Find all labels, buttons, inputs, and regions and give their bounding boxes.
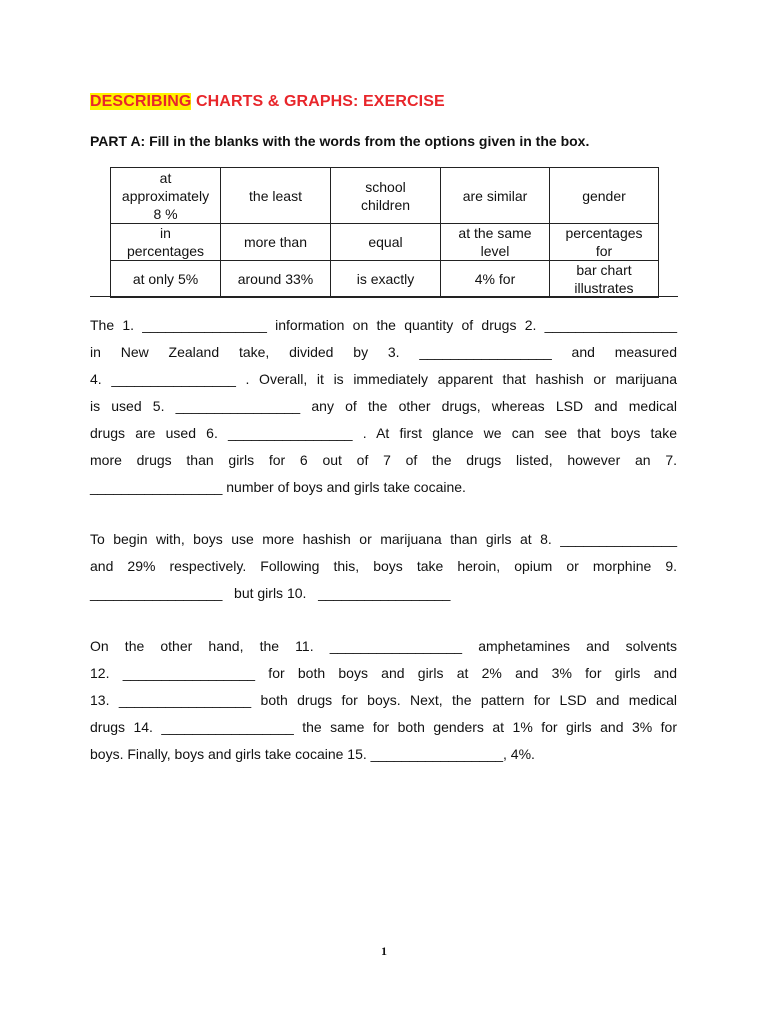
table-cell: in percentages [111,224,221,261]
table-row [111,261,659,298]
paragraph-line: On the other hand, the 11. _________________ amphetamines and solvents [90,638,677,654]
paragraph-line: drugs are used 6. ________________ . At first glance we can see that boys take [90,425,677,441]
table-row [111,168,659,224]
divider-line [90,296,678,297]
page-title [90,93,445,111]
paragraph-line: boys. Finally, boys and girls take cocaine 15. _________________, 4%. [90,746,535,762]
paragraph-line: _________________ number of boys and girls take cocaine. [90,479,466,495]
table-cell: equal [331,224,441,261]
table-cell: at the same level [441,224,550,261]
paragraph-line: more drugs than girls for 6 out of 7 of the drugs listed, however an 7. [90,452,677,468]
table-cell: more than [221,224,331,261]
word-options-table [110,167,659,298]
paragraph-line: To begin with, boys use more hashish or marijuana than girls at 8. _______________ [90,531,677,547]
table-row [111,224,659,261]
paragraph-2 [90,526,677,607]
paragraph-line: 13. _________________ both drugs for boys. Next, the pattern for LSD and medical [90,692,677,708]
table-cell: gender [550,168,659,224]
table-cell: are similar [441,168,550,224]
page-number: 1 [381,944,387,958]
table-cell: percentages for [550,224,659,261]
table-cell: is exactly [331,261,441,298]
title-highlighted-word: DESCRIBING [90,93,192,110]
paragraph-line: drugs 14. _________________ the same for both genders at 1% for girls and 3% for [90,719,677,735]
paragraph-line: The 1. ________________ information on the quantity of drugs 2. _________________ [90,317,677,333]
paragraph-3 [90,633,677,768]
paragraph-line: _________________ but girls 10. _________________ [90,585,451,601]
table-cell: 4% for [441,261,550,298]
title-rest: CHARTS & GRAPHS: EXERCISE [191,93,445,110]
paragraph-line: 12. _________________ for both boys and girls at 2% and 3% for girls and [90,665,677,681]
part-a-instruction: PART A: Fill in the blanks with the words from the options given in the box. [90,133,590,149]
table-cell: around 33% [221,261,331,298]
paragraph-line: 4. ________________ . Overall, it is immediately apparent that hashish or marijuana [90,371,677,387]
table-cell: school children [331,168,441,224]
paragraph-line: in New Zealand take, divided by 3. _________________ and measured [90,344,677,360]
table-cell: at approximately 8 % [111,168,221,224]
paragraph-1 [90,312,677,501]
paragraph-line: is used 5. ________________ any of the other drugs, whereas LSD and medical [90,398,677,414]
table-cell: at only 5% [111,261,221,298]
table-cell: bar chart illustrates [550,261,659,298]
paragraph-line: and 29% respectively. Following this, boys take heroin, opium or morphine 9. [90,558,677,574]
table-cell: the least [221,168,331,224]
